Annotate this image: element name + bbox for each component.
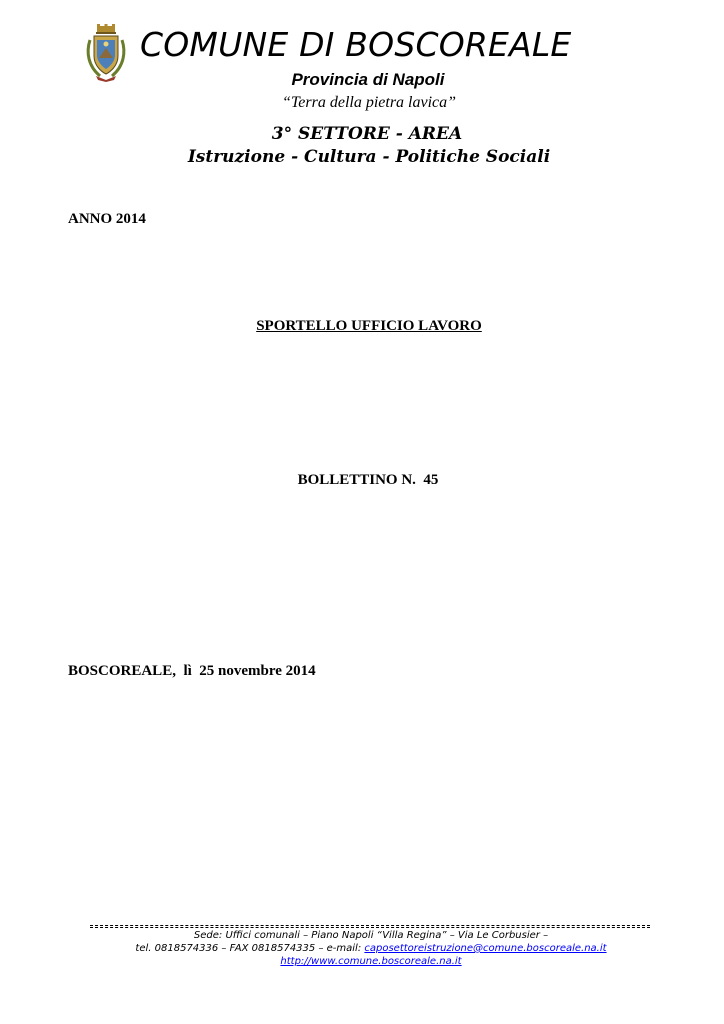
- footer-website: [0, 955, 724, 968]
- email-link[interactable]: caposettoreistruzione@comune.boscoreale.na.it: [364, 943, 607, 954]
- footer-divider: [90, 925, 650, 926]
- document-year: ANNO 2014: [68, 211, 146, 227]
- bulletin-number: BOLLETTINO N. 45: [297, 472, 439, 488]
- municipality-motto: “Terra della pietra lavica”: [281, 94, 457, 111]
- website-link[interactable]: http://www.comune.boscoreale.na.it: [280, 956, 462, 967]
- footer-address: Sede: Uffici comunali – Piano Napoli “Villa Regina” – Via Le Corbusier –: [193, 930, 549, 941]
- office-title: [0, 317, 724, 335]
- footer-contacts: [0, 942, 724, 955]
- municipality-name: COMUNE DI BOSCOREALE: [140, 25, 572, 64]
- area-heading: Istruzione - Cultura - Politiche Sociali: [187, 147, 551, 167]
- footer-divider-secondary: [90, 927, 650, 928]
- footer-phone-fax: tel. 0818574336 – FAX 0818574335 – e-mail:: [135, 943, 365, 954]
- sector-heading: 3° SETTORE - AREA: [271, 124, 463, 144]
- office-title-text: SPORTELLO UFFICIO LAVORO: [256, 318, 482, 334]
- place-and-date: BOSCOREALE, lì 25 novembre 2014: [68, 663, 316, 679]
- province-name: Provincia di Napoli: [291, 70, 445, 89]
